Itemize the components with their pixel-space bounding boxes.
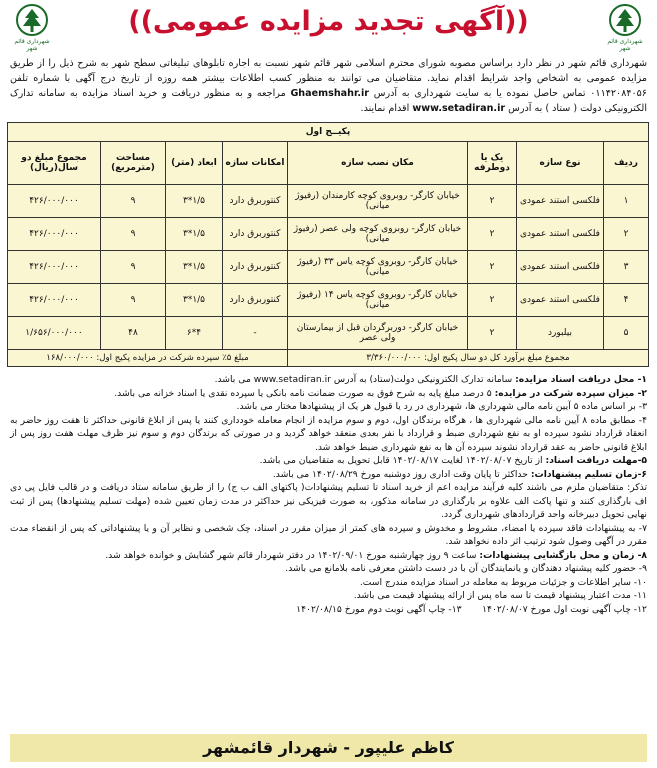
cell-sides: ۲ [468, 218, 517, 251]
terms-section [10, 373, 647, 616]
cell-dims: ۱/۵*۳ [166, 218, 223, 251]
cell-area: ۹ [101, 284, 166, 317]
term-11: ۱۱- مدت اعتبار پیشنهاد قیمت تا سه ماه پس از ارائه پیشنهاد قیمت می باشد. [353, 590, 647, 601]
cell-facilities: کنتوربرق دارد [223, 251, 288, 284]
package-title-row [8, 123, 649, 142]
term-12-13: ۱۲- چاپ آگهی نوبت اول مورخ ۱۴۰۲/۰۸/۰۷ ۱۳- چاپ آگهی نوبت دوم مورخ ۱۴۰۲/۰۸/۱۵ [296, 603, 647, 615]
col-type: نوع سازه [517, 142, 604, 185]
col-facilities: امکانات سازه [223, 142, 288, 185]
cell-type: فلکسی استند عمودی [517, 218, 604, 251]
cell-location: خیابان کارگر- روبروی کوچه ولی عصر (رفیوژ میانی) [288, 218, 468, 251]
header [6, 4, 651, 52]
cell-total: ۱/۶۵۶/۰۰۰/۰۰۰ [8, 317, 101, 350]
cell-row: ۲ [604, 218, 649, 251]
col-dims: ابعاد (متر) [166, 142, 223, 185]
term-note: تذکر: متقاضیان ملزم می باشند کلیه فرآیند مزایده اعم از خرید اسناد تا تسلیم پیشنهادات( پاکتهای الف ب ج) را از طریق سامانه ستاد دریافت و در قالب فایل پی دی اف بارگذاری کنند و تنها پاکت الف علاوه بر بارگذاری در سامانه مذکور، به صورت فیزیکی نیز حداکثر در مدت زمان تعیین شده (مهلت تسلیم پیشنهادها) پس از ثبت نهایی تحویل دبیرخانه واحد قراردادهای شهرداری گردد. [10, 482, 647, 520]
cell-sides: ۲ [468, 317, 517, 350]
page-title: ((آگهی تجدید مزایده عمومی)) [128, 6, 529, 37]
term-1: ۱- محل دریافت اسناد مزایده: سامانه تدارک الکترونیکی دولت(ستاد) به آدرس www.setadiran.ir می باشد. [214, 374, 647, 385]
cell-type: بیلبورد [517, 317, 604, 350]
term-4: ۴- مطابق ماده ۸ آیین نامه مالی شهرداری ها ، هرگاه برندگان اول، دوم و سوم مزایده از انجام معامله خودداری کنند یا پس از ابلاغ قانونی حداکثر تا هفت روز حاضر به انعقاد قرارداد نشود سپرده او به نفع شهرداری ضبط و قرارداد با نفر بعدی منعقد خواهد گردید و در صورتی که برندگان دوم و سوم نیز ظرف مهلت هفت روز پس از ابلاغ قانونی حاضر به عقد قرارداد نشوند سپرده آن ها به نفع شهرداری ضبط خواهد شد. [10, 414, 647, 453]
table-row [8, 185, 649, 218]
auction-table [7, 122, 649, 367]
logo-caption: شهرداری قائم شهر [14, 38, 50, 52]
cell-dims: ۱/۵*۳ [166, 284, 223, 317]
cell-facilities: کنتوربرق دارد [223, 218, 288, 251]
cell-sides: ۲ [468, 251, 517, 284]
term-9: ۹- حضور کلیه پیشنهاد دهندگان و یانمایندگان آن با در دست داشتن معرفی نامه بلامانع می باشد. [285, 563, 647, 574]
cell-row: ۱ [604, 185, 649, 218]
cell-total: ۴۲۶/۰۰۰/۰۰۰ [8, 284, 101, 317]
cell-sides: ۲ [468, 284, 517, 317]
footer-total: مجموع مبلغ برآورد کل دو سال پکیج اول: ۳/۳۶۰/۰۰۰/۰۰۰ [288, 350, 649, 367]
table-row [8, 317, 649, 350]
col-location: مکان نصب سازه [288, 142, 468, 185]
term-8: ۸- زمان و محل بازگشایی پیشنهادات: ساعت ۹ روز چهارشنبه مورخ ۱۴۰۲/۰۹/۰۱ در دفتر شهردار قائم شهر گشایش و خوانده خواهد شد. [105, 549, 647, 561]
cell-type: فلکسی استند عمودی [517, 185, 604, 218]
cell-location: خیابان کارگر- روبروی کوچه یاس ۱۴ (رفیوژ میانی) [288, 284, 468, 317]
term-2: ۲- میزان سپرده شرکت در مزایده: ۵ درصد مبلغ پایه به شرح فوق به صورت ضمانت نامه بانکی یا سپرده نقدی یا اسناد خزانه می باشد. [114, 387, 647, 399]
signature-banner: کاظم علیپور - شهردار قائمشهر [10, 734, 647, 762]
cell-area: ۹ [101, 185, 166, 218]
cell-type: فلکسی استند عمودی [517, 284, 604, 317]
tree-emblem-icon [608, 4, 642, 38]
col-sides: یک یا دوطرفه [468, 142, 517, 185]
table-row [8, 284, 649, 317]
intro-paragraph: شهرداری قائم شهر در نظر دارد براساس مصوبه شورای محترم اسلامی شهر قائم شهر نسبت به اجاره تابلوهای تبلیغاتی سطح شهر به شرح ذیل را از طریق مزایده عمومی به اشخاص واجد شرایط اقدام نماید. متقاضیان می توانند به منظور کسب اطلاعات بیشتر همه روزه از تاریخ درج آگهی با شماره تلفن ۰۱۱۴۲۰۸۴۰۵۶ تماس حاصل نموده یا به سایت شهرداری به آدرس Ghaemshahr.ir مراجعه و به منظور دریافت و خرید اسناد مزایده به سامانه تدارک الکترونیکی دولت ( ستاد ) به آدرس www.setadiran.ir اقدام نمایند. [10, 58, 647, 114]
cell-facilities: - [223, 317, 288, 350]
cell-area: ۹ [101, 218, 166, 251]
col-total: مجموع مبلغ دو سال(ریال) [8, 142, 101, 185]
term-10: ۱۰- سایر اطلاعات و جزئیات مربوط به معامله در اسناد مزایده مندرج است. [359, 576, 647, 588]
cell-sides: ۲ [468, 185, 517, 218]
cell-total: ۴۲۶/۰۰۰/۰۰۰ [8, 251, 101, 284]
cell-area: ۹ [101, 251, 166, 284]
cell-total: ۴۲۶/۰۰۰/۰۰۰ [8, 218, 101, 251]
municipality-logo-left [10, 4, 54, 52]
footer-deposit: مبلغ ۵٪ سپرده شرکت در مزایده پکیج اول: ۱۶۸/۰۰۰/۰۰۰ [8, 350, 288, 367]
cell-type: فلکسی استند عمودی [517, 251, 604, 284]
term-5: ۵-مهلت دریافت اسناد: از تاریخ ۱۴۰۲/۰۸/۰۷ لغایت ۱۴۰۲/۰۸/۱۷ قابل تحویل به متقاضیان می باشد. [259, 455, 647, 466]
package-title: پکیــج اول [8, 123, 649, 142]
cell-facilities: کنتوربرق دارد [223, 284, 288, 317]
cell-dims: ۱/۵*۳ [166, 185, 223, 218]
table-header-row [8, 142, 649, 185]
cell-area: ۴۸ [101, 317, 166, 350]
table-footer-row [8, 350, 649, 367]
cell-total: ۴۲۶/۰۰۰/۰۰۰ [8, 185, 101, 218]
website-link[interactable]: Ghaemshahr.ir [290, 88, 369, 99]
term-3: ۳- بر اساس ماده ۵ آیین نامه مالی شهرداری ها، شهرداری در رد یا قبول هر یک از پیشنهادها مختار می باشد. [236, 401, 647, 412]
municipality-logo-right [603, 4, 647, 52]
col-area: مساحت (مترمربع) [101, 142, 166, 185]
logo-caption: شهرداری قائم شهر [607, 38, 643, 52]
cell-location: خیابان کارگر- روبروی کوچه کارمندان (رفیوژ میانی) [288, 185, 468, 218]
cell-location: خیابان کارگر- روبروی کوچه یاس ۳۳ (رفیوژ میانی) [288, 251, 468, 284]
table-row [8, 251, 649, 284]
term-6: ۶-زمان تسلیم پیشنهادات: حداکثر تا پایان وقت اداری روز دوشنبه مورخ ۱۴۰۲/۰۸/۲۹ می باشد. [272, 468, 647, 480]
setad-link[interactable]: www.setadiran.ir [412, 103, 506, 114]
cell-dims: ۴*۶ [166, 317, 223, 350]
term-7: ۷- به پیشنهادات فاقد سپرده یا امضاء، مشروط و مخدوش و سپرده های کمتر از میزان مقرر در اسناد، چک شخصی و نظایر آن و یا پیشنهاداتی که پس از انقضاء مدت مقرر در آگهی وصول شود ترتیب اثر داده نخواهد شد. [10, 522, 647, 547]
table-row [8, 218, 649, 251]
cell-row: ۴ [604, 284, 649, 317]
cell-location: خیابان کارگر- دوربرگردان قبل از بیمارستان ولی عصر [288, 317, 468, 350]
cell-row: ۵ [604, 317, 649, 350]
cell-dims: ۱/۵*۳ [166, 251, 223, 284]
col-row: ردیف [604, 142, 649, 185]
cell-row: ۳ [604, 251, 649, 284]
cell-facilities: کنتوربرق دارد [223, 185, 288, 218]
table-body [8, 185, 649, 350]
tree-emblem-icon [15, 4, 49, 38]
